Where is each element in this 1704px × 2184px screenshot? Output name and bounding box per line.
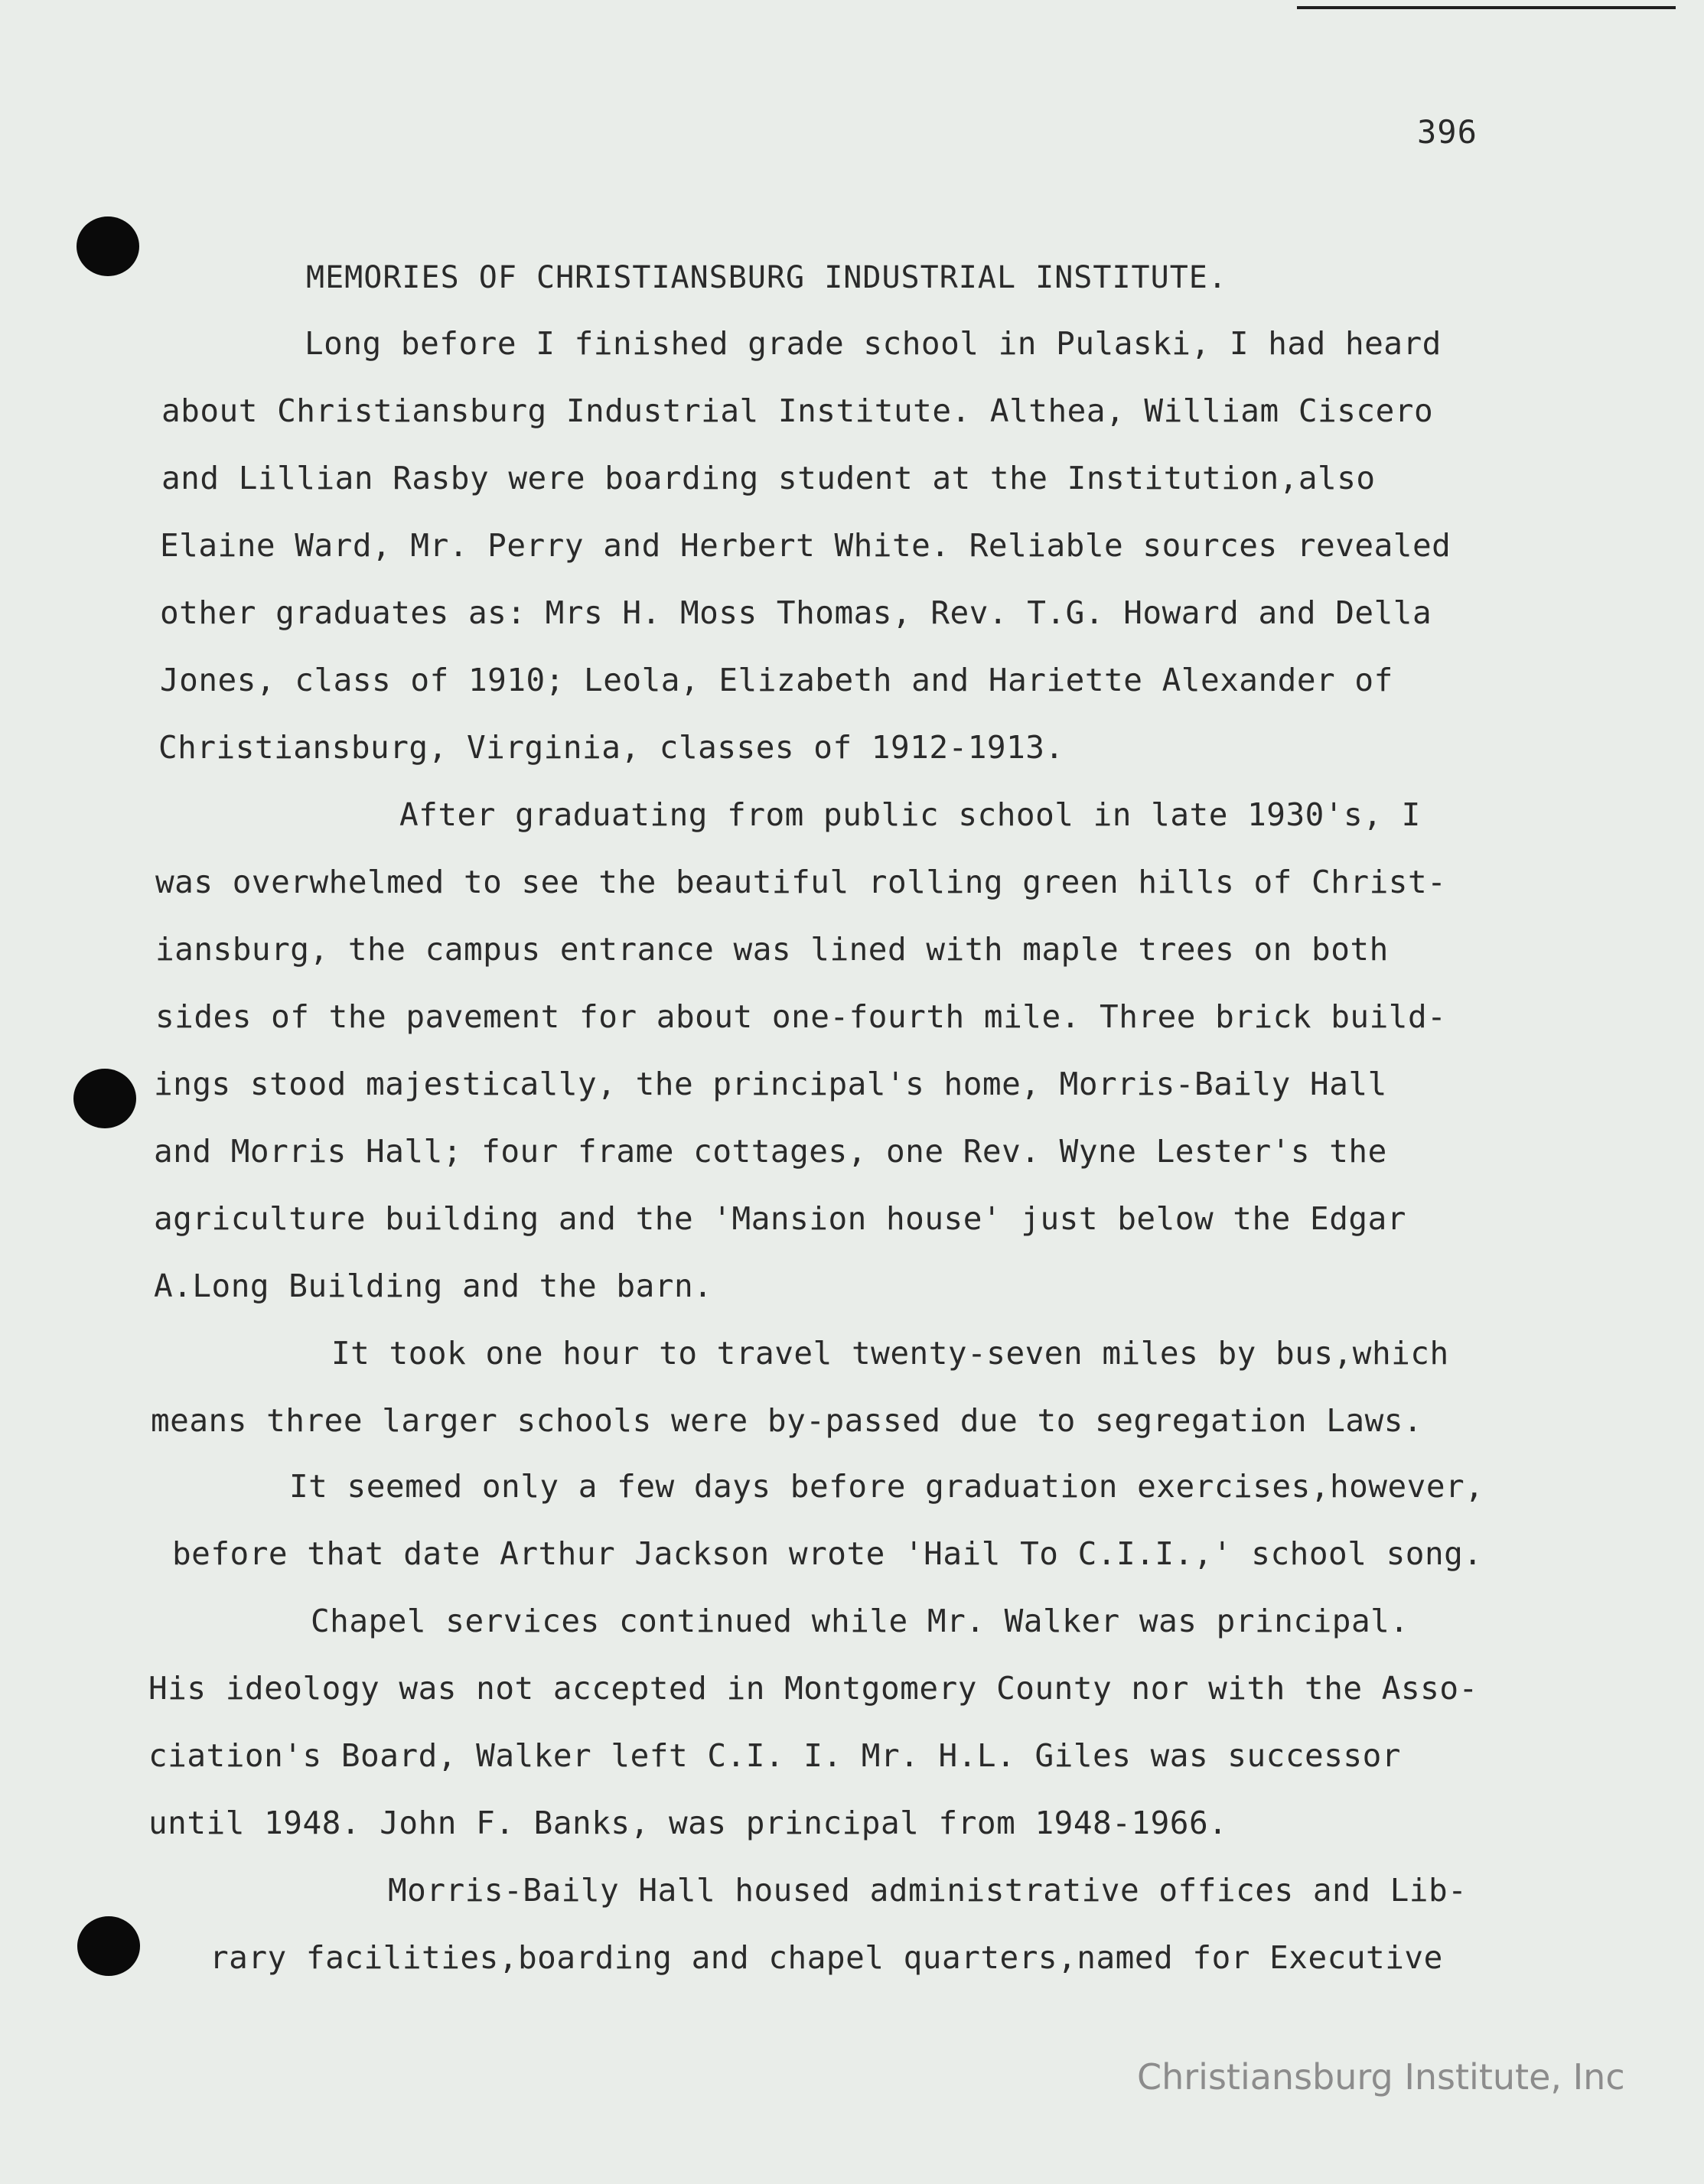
text-line: and Morris Hall; four frame cottages, one Rev. Wyne Lester's the (154, 1133, 1387, 1170)
watermark: Christiansburg Institute, Inc (1137, 2056, 1625, 2098)
text-line: ciation's Board, Walker left C.I. I. Mr. H.L. Giles was successor (148, 1737, 1401, 1774)
text-line: sides of the pavement for about one-fourth mile. Three brick build- (155, 998, 1447, 1035)
text-line: agriculture building and the 'Mansion house' just below the Edgar (154, 1200, 1406, 1237)
text-line: It took one hour to travel twenty-seven miles by bus,which (331, 1335, 1449, 1372)
text-line: After graduating from public school in late 1930's, I (399, 796, 1421, 833)
text-line: rary facilities,boarding and chapel quarters,named for Executive (210, 1939, 1443, 1976)
punch-hole-bottom (77, 1916, 140, 1976)
text-line: was overwhelmed to see the beautiful rolling green hills of Christ- (155, 864, 1447, 900)
punch-hole-middle (73, 1069, 136, 1128)
document-title: MEMORIES OF CHRISTIANSBURG INDUSTRIAL INSTITUTE. (306, 260, 1227, 295)
text-line: Jones, class of 1910; Leola, Elizabeth and Hariette Alexander of (160, 662, 1393, 698)
text-line: Long before I finished grade school in Pulaski, I had heard (305, 325, 1442, 362)
text-line: and Lillian Rasby were boarding student at the Institution,also (161, 460, 1376, 496)
text-line: about Christiansburg Industrial Institute. Althea, William Ciscero (161, 392, 1434, 429)
text-line: means three larger schools were by-passed due to segregation Laws. (151, 1402, 1423, 1439)
text-line: Christiansburg, Virginia, classes of 1912-1913. (158, 729, 1064, 766)
top-edge-rule (1297, 6, 1676, 9)
punch-hole-top (77, 216, 139, 276)
page-number: 396 (1417, 113, 1478, 151)
text-line: His ideology was not accepted in Montgomery County nor with the Asso- (148, 1670, 1478, 1707)
text-line: It seemed only a few days before graduation exercises,however, (289, 1468, 1484, 1505)
text-line: Morris-Baily Hall housed administrative offices and Lib- (388, 1872, 1468, 1909)
text-line: before that date Arthur Jackson wrote 'Hail To C.I.I.,' school song. (172, 1535, 1483, 1572)
text-line: A.Long Building and the barn. (154, 1268, 713, 1304)
text-line: iansburg, the campus entrance was lined with maple trees on both (155, 931, 1389, 968)
text-line: other graduates as: Mrs H. Moss Thomas, Rev. T.G. Howard and Della (160, 594, 1432, 631)
text-line: Elaine Ward, Mr. Perry and Herbert White. Reliable sources revealed (160, 527, 1451, 564)
text-line: until 1948. John F. Banks, was principal from 1948-1966. (148, 1805, 1228, 1841)
text-line: Chapel services continued while Mr. Walker was principal. (311, 1603, 1409, 1639)
text-line: ings stood majestically, the principal's home, Morris-Baily Hall (154, 1066, 1387, 1102)
